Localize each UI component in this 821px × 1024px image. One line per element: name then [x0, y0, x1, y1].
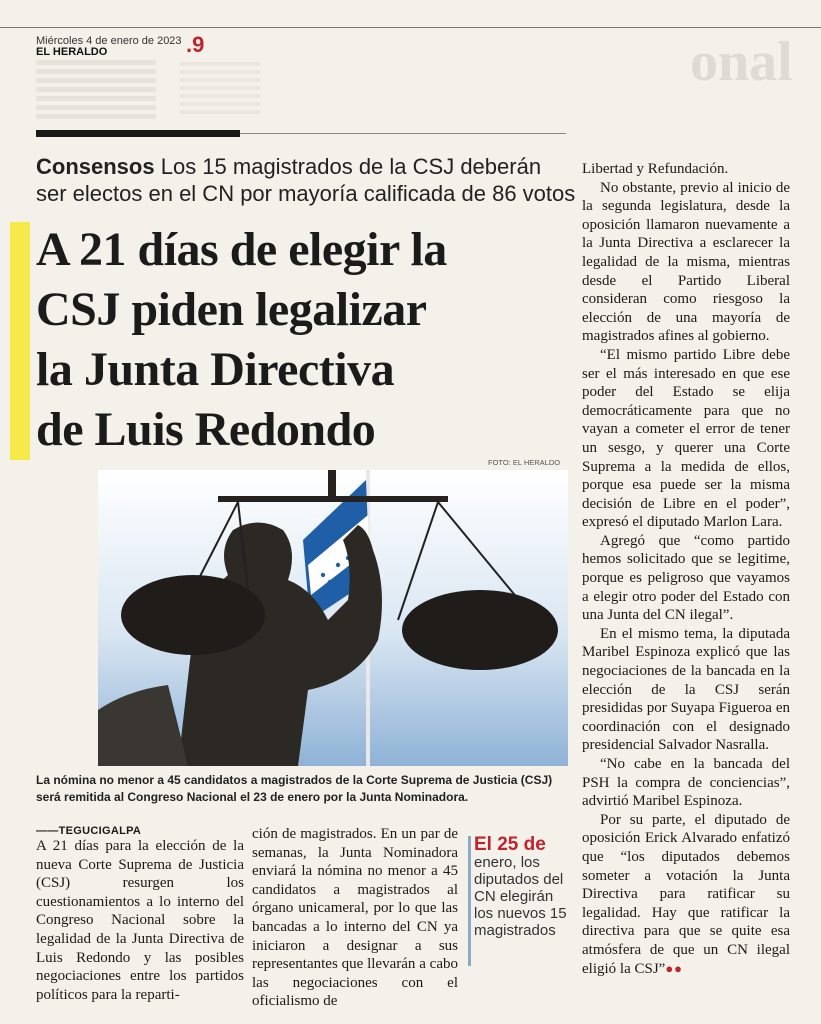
- justice-statue-photo: [98, 470, 568, 766]
- body-column-3: [582, 160, 790, 978]
- dateline: ——TEGUCIGALPA: [36, 825, 142, 837]
- headline-line: la Junta Directiva: [36, 343, 395, 396]
- body-paragraph: ción de magistrados. En un par de semanas, la Junta Nominadora enviará la nómina no menor a 45 candidatos a magistrados al órgano unicameral, por lo que las bancadas a lo interno del CN ya iniciaron a designar a sus representantes que llevarán a cabo las negociaciones con el oficialismo de: [252, 826, 458, 1010]
- body-paragraph: “El mismo partido Libre debe ser el más interesado en que ese poder del Estado se elija democráticamente para que no vayan a cometer el error de tener un sesgo, y querer una Corte Suprema a la medida de ellos, porque esa puede ser la misma decisión de Libre en el poder”, expresó el diputado Marlon Lara.: [582, 346, 790, 531]
- pull-quote: [474, 836, 574, 939]
- end-of-article-mark: ●●: [665, 960, 684, 976]
- pull-quote-highlight: El 25 de: [474, 834, 546, 855]
- section-rule: [240, 133, 566, 134]
- header-paper-name: EL HERALDO: [36, 46, 108, 58]
- page-number: .9: [186, 32, 205, 57]
- bleed-through-text: [180, 62, 260, 117]
- body-column-1: [36, 825, 244, 1004]
- headline-line: CSJ piden legalizar: [36, 283, 427, 336]
- body-paragraph: No obstante, previo al inicio de la segunda legislatura, desde la oposición llamaron nuevamente a la Junta Directiva a esclarecer la legalidad de la misma, mientras desde el Partido Liberal consideran como riesgoso la elección de una mayoría de magistrados afines al gobierno.: [582, 179, 790, 345]
- deck-kicker: Consensos: [36, 154, 155, 179]
- bleed-through-section-title: onal: [690, 31, 793, 93]
- body-paragraph: Libertad y Refundación.: [582, 161, 729, 177]
- body-paragraph: En el mismo tema, la diputada Maribel Espinoza explicó que las negociaciones de la bancada en la elección de la CSJ serán presididas por Suyapa Figueroa en coordinación con el designado presidencial Salvador Nasralla.: [582, 625, 790, 754]
- pull-quote-bar: [468, 836, 471, 966]
- photo-caption: La nómina no menor a 45 candidatos a magistrados de la Corte Suprema de Justicia (CSJ) será remitida al Congreso Nacional el 23 de enero por la Junta Nominadora.: [36, 773, 553, 804]
- body-paragraph: “No cabe en la bancada del PSH la compra de conciencias”, advirtió Maribel Espinoza.: [582, 756, 790, 810]
- top-rule: [0, 27, 821, 28]
- highlighter-mark: [10, 222, 30, 460]
- body-paragraph: [582, 811, 790, 978]
- body-paragraph: Agregó que “como partido hemos solicitado que se legitime, porque es peligroso que vayamos a elegir otro poder del Estado con una Junta del CN ilegal”.: [582, 532, 790, 624]
- body-column-2: [252, 825, 458, 1011]
- deck: [36, 153, 576, 207]
- deck-text: Los 15 magistrados de la CSJ deberán ser electos en el CN por mayoría calificada de 86 votos: [36, 154, 576, 206]
- body-paragraph-text: Por su parte, el diputado de oposición Erick Alvarado enfatizó que “los diputados debemos someter a votación la Junta Directiva para ratificar su legalidad. Hay que ratificar la directiva para que se quite esa atmósfera de que un CN ilegal eligió la CSJ”: [582, 811, 790, 977]
- header-date: Miércoles 4 de enero de 2023: [36, 35, 182, 47]
- bleed-through-text: [36, 60, 156, 120]
- headline-line: de Luis Redondo: [36, 403, 376, 456]
- headline-line: A 21 días de elegir la: [36, 223, 447, 276]
- pull-quote-text: enero, los diputados del CN elegirán los nuevos 15 magistrados: [474, 854, 567, 939]
- body-paragraph: A 21 días para la elección de la nueva Corte Suprema de Justicia (CSJ) resurgen los cuestionamientos a lo interno del Congreso Nacional sobre la legalidad de la Junta Directiva de Luis Redondo y las posibles negociaciones entre los partidos políticos para la reparti-: [36, 838, 244, 1003]
- section-bar: [36, 130, 240, 137]
- headline: [36, 220, 576, 460]
- photo-credit: FOTO: EL HERALDO: [488, 458, 561, 467]
